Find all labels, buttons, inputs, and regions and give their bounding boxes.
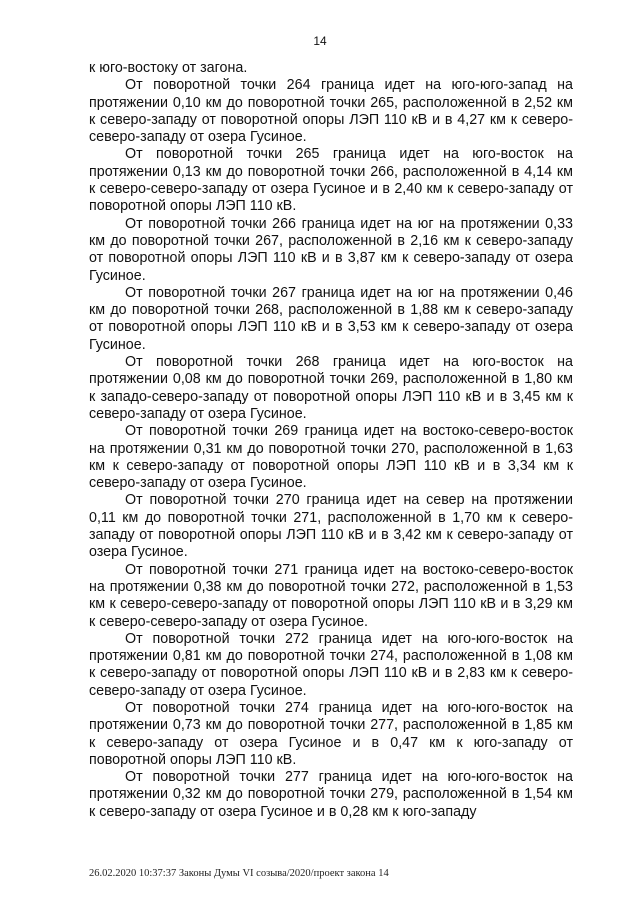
page-number: 14 [313,34,327,48]
paragraph: От поворотной точки 269 граница идет на востоко-северо-восток на протяжении 0,31 км до поворотной точки 270, расположенной в 1,63 км к северо-западу от поворотной опоры ЛЭП 110 кВ и в 3,34 км к северо-западу от озера Гусиное. [89,423,573,492]
paragraph: От поворотной точки 272 граница идет на юго-юго-восток на протяжении 0,81 км до поворотной точки 274, расположенной в 1,08 км к северо-западу от поворотной опоры ЛЭП 110 кВ и в 2,83 км к северо-северо-западу от озера Гусиное. [89,630,573,699]
paragraph: От поворотной точки 277 граница идет на юго-юго-восток на протяжении 0,32 км до поворотной точки 279, расположенной в 1,54 км к северо-западу от озера Гусиное и в 0,28 км к юго-западу [89,769,573,820]
document-body [89,60,573,821]
paragraph: От поворотной точки 274 граница идет на юго-юго-восток на протяжении 0,73 км до поворотной точки 277, расположенной в 1,85 км к северо-западу от озера Гусиное и в 0,47 км к юго-западу от поворотной опоры ЛЭП 110 кВ. [89,699,573,768]
paragraph: От поворотной точки 265 граница идет на юго-восток на протяжении 0,13 км до поворотной точки 266, расположенной в 4,14 км к северо-северо-западу от озера Гусиное и в 2,40 км к северо-западу от поворотной опоры ЛЭП 110 кВ. [89,146,573,215]
paragraph: От поворотной точки 271 граница идет на востоко-северо-восток на протяжении 0,38 км до поворотной точки 272, расположенной в 1,53 км к северо-северо-западу от поворотной опоры ЛЭП 110 кВ и в 3,29 км к северо-северо-западу от озера Гусиное. [89,561,573,630]
footer-stamp: 26.02.2020 10:37:37 Законы Думы VI созыва/2020/проект закона 14 [89,868,389,879]
paragraph-continued: к юго-востоку от загона. [89,60,248,76]
paragraph: От поворотной точки 264 граница идет на юго-юго-запад на протяжении 0,10 км до поворотной точки 265, расположенной в 2,52 км к северо-западу от поворотной опоры ЛЭП 110 кВ и в 4,27 км к северо-северо-западу от озера Гусиное. [89,77,573,146]
paragraph: От поворотной точки 268 граница идет на юго-восток на протяжении 0,08 км до поворотной точки 269, расположенной в 1,80 км к западо-северо-западу от поворотной опоры ЛЭП 110 кВ и в 3,45 км к северо-западу от озера Гусиное. [89,354,573,422]
paragraph: От поворотной точки 266 граница идет на юг на протяжении 0,33 км до поворотной точки 267, расположенной в 2,16 км к северо-западу от поворотной опоры ЛЭП 110 кВ и в 3,87 км к северо-западу от озера Гусиное. [89,215,573,284]
paragraph: От поворотной точки 267 граница идет на юг на протяжении 0,46 км до поворотной точки 268, расположенной в 1,88 км к северо-западу от поворотной опоры ЛЭП 110 кВ и в 3,53 км к северо-западу от озера Гусиное. [89,284,573,353]
paragraph: От поворотной точки 270 граница идет на север на протяжении 0,11 км до поворотной точки 271, расположенной в 1,70 км к северо-западу от поворотной опоры ЛЭП 110 кВ и в 3,42 км к северо-западу от озера Гусиное. [89,492,573,561]
